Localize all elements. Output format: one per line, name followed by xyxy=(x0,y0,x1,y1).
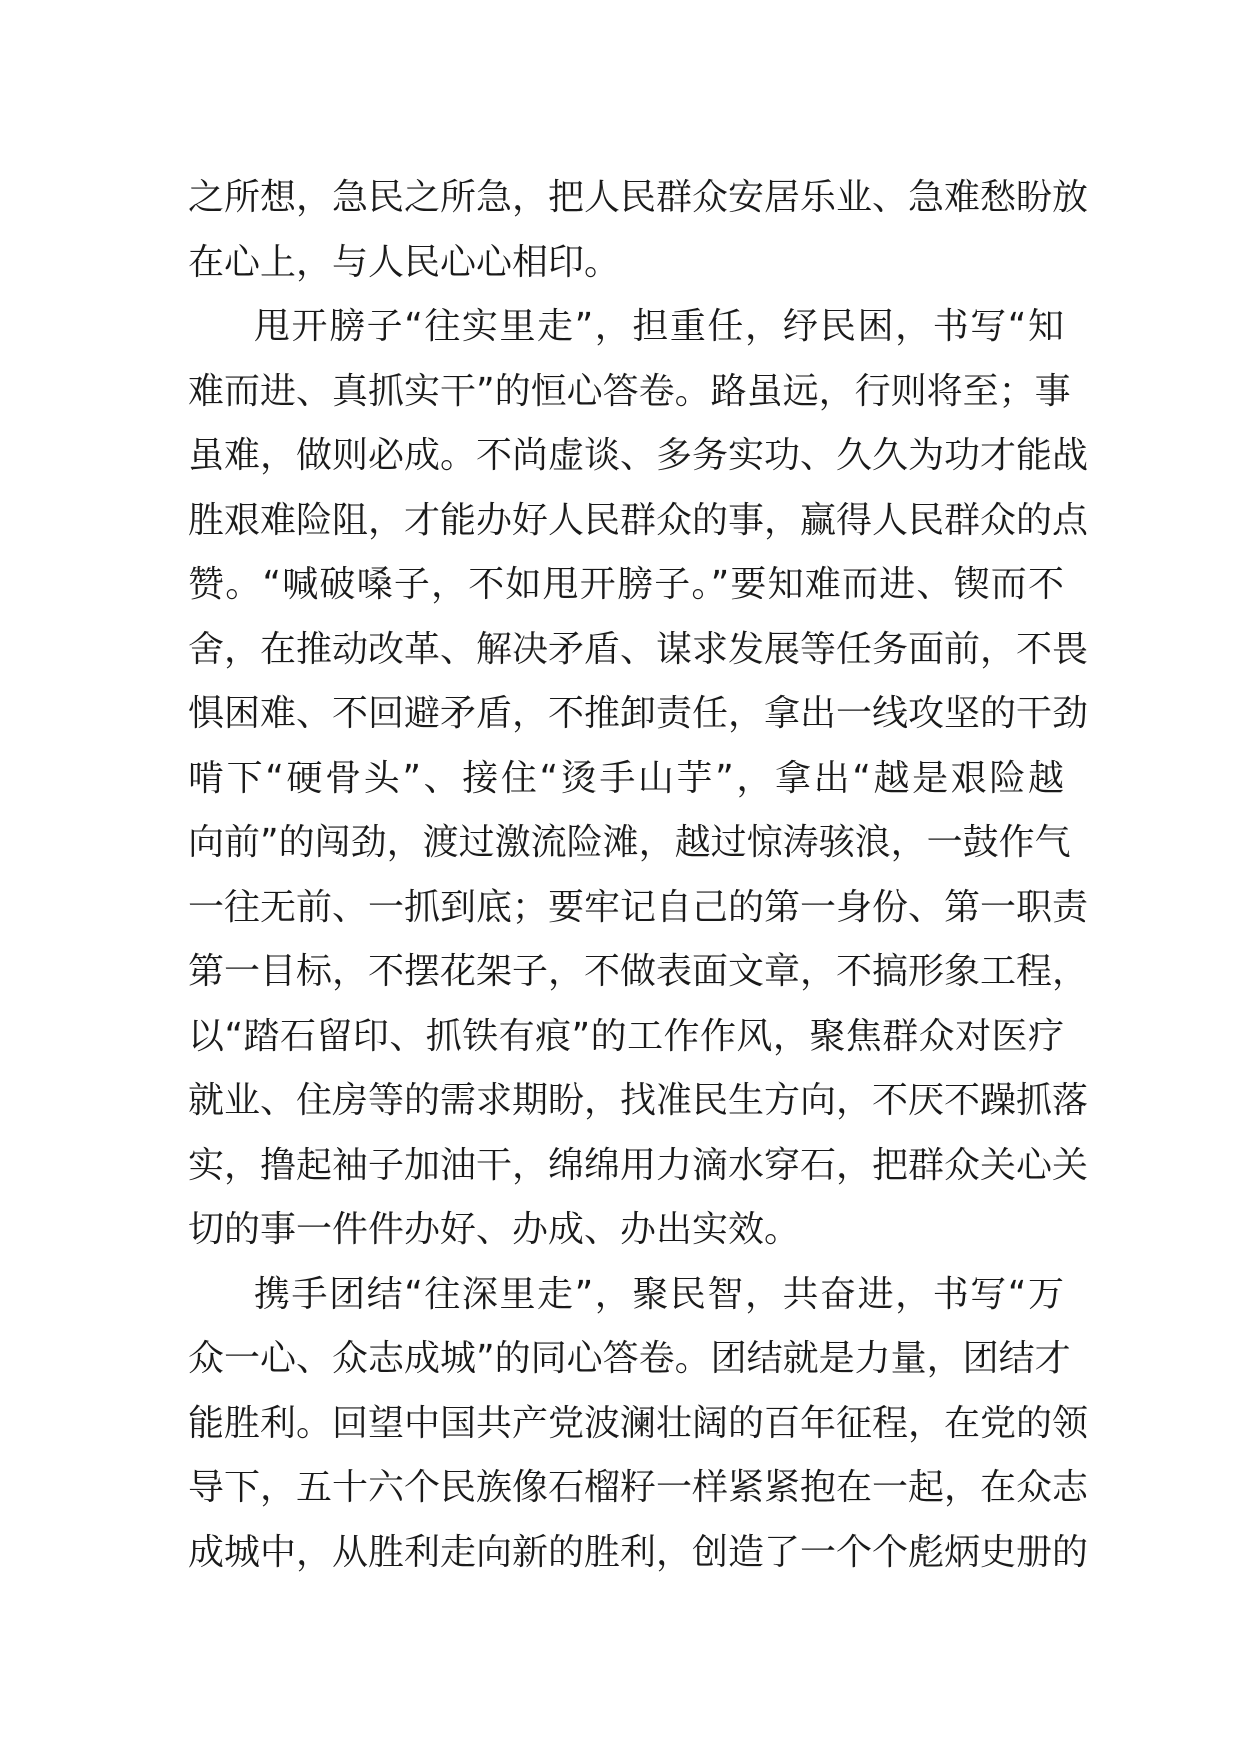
paragraph-start-line: 甩开膀子“往实里走”，担重任，纾民困，书写“知 xyxy=(254,306,1064,347)
text-line: 就业、住房等的需求期盼，找准民生方向，不厌不躁抓落 xyxy=(188,1080,1089,1121)
text-line: 第一目标，不摆花架子，不做表面文章，不搞形象工程， xyxy=(188,951,1089,992)
body-text xyxy=(188,166,1089,1585)
text-line: 切的事一件件办好、办成、办出实效。 xyxy=(188,1209,801,1250)
text-line: 以“踏石留印、抓铁有痕”的工作作风，聚焦群众对医疗 xyxy=(188,1015,1064,1057)
text-line: 虽难，做则必成。不尚虚谈、多务实功、久久为功才能战 xyxy=(188,435,1089,476)
text-line: 实，撸起袖子加油干，绵绵用力滴水穿石，把群众关心关 xyxy=(188,1144,1089,1186)
text-line: 舍，在推动改革、解决矛盾、谋求发展等任务面前，不畏 xyxy=(188,628,1089,670)
text-line: 之所想，急民之所急，把人民群众安居乐业、急难愁盼放 xyxy=(188,177,1089,218)
text-line: 胜艰难险阻，才能办好人民群众的事，赢得人民群众的点 xyxy=(188,499,1089,541)
text-line: 赞。“喊破嗓子，不如甩开膀子。”要知难而进、锲而不 xyxy=(188,564,1064,605)
text-line: 惧困难、不回避矛盾，不推卸责任，拿出一线攻坚的干劲 xyxy=(188,693,1089,734)
text-line: 能胜利。回望中国共产党波澜壮阔的百年征程，在党的领 xyxy=(188,1402,1089,1444)
text-line: 啃下“硬骨头”、接住“烫手山芋”，拿出“越是艰险越 xyxy=(188,757,1064,799)
text-line: 导下，五十六个民族像石榴籽一样紧紧抱在一起，在众志 xyxy=(188,1467,1089,1508)
text-line: 成城中，从胜利走向新的胜利，创造了一个个彪炳史册的 xyxy=(188,1531,1089,1573)
text-line: 难而进、真抓实干”的恒心答卷。路虽远，行则将至；事 xyxy=(188,370,1071,412)
text-line: 在心上，与人民心心相印。 xyxy=(188,241,621,283)
text-line: 众一心、众志成城”的同心答卷。团结就是力量，团结才 xyxy=(188,1338,1071,1379)
paragraph-start-line: 携手团结“往深里走”，聚民智，共奋进，书写“万 xyxy=(254,1273,1064,1315)
text-line: 一往无前、一抓到底；要牢记自己的第一身份、第一职责 xyxy=(188,886,1089,928)
text-line: 向前”的闯劲，渡过激流险滩，越过惊涛骇浪，一鼓作气 xyxy=(188,822,1071,863)
